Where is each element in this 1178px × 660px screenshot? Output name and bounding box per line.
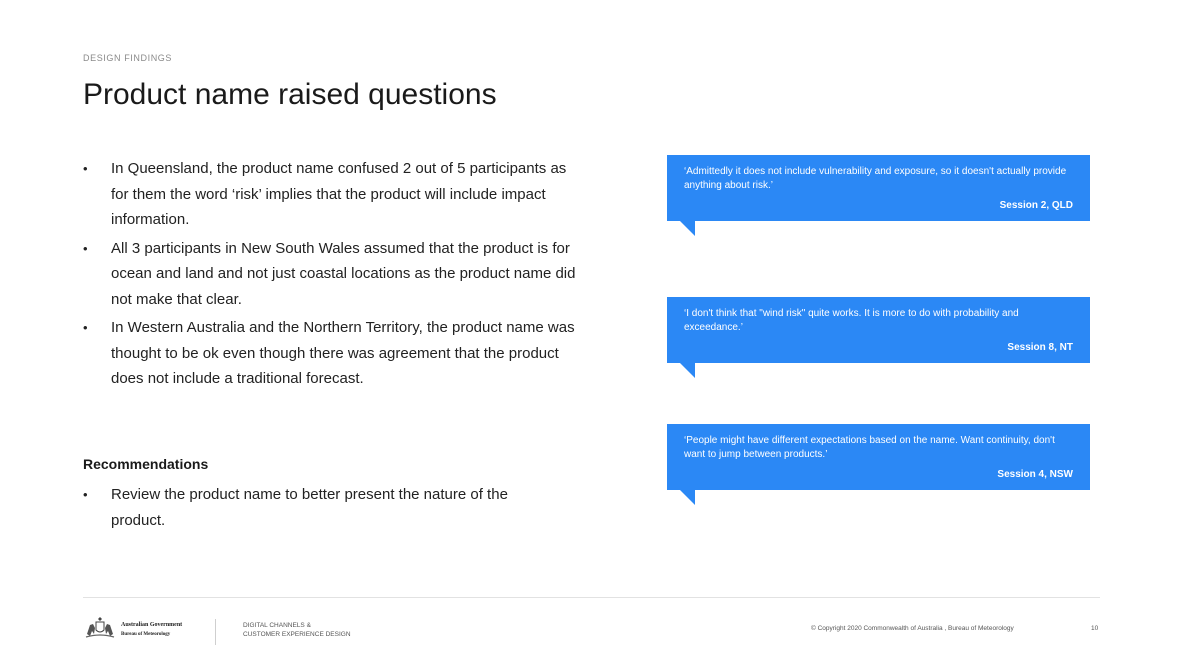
- quote-text: ‘People might have different expectations based on the name. Want continuity, don't want to jump between products.’: [684, 435, 1055, 460]
- speech-tail-icon: [680, 490, 695, 505]
- findings-list: [83, 156, 583, 395]
- bullet-icon: •: [83, 487, 88, 502]
- coat-of-arms-icon: [83, 616, 117, 640]
- finding-text: In Western Australia and the Northern Territory, the product name was thought to be ok even though there was agreement that the product does not include a traditional forecast.: [111, 319, 575, 387]
- footer-divider: [83, 597, 1100, 598]
- finding-text: In Queensland, the product name confused 2 out of 5 participants as for them the word ‘risk’ implies that the product will include impact information.: [111, 160, 567, 228]
- finding-item: [83, 236, 583, 313]
- quote-text: ‘I don't think that "wind risk" quite works. It is more to do with probability and exceedance.’: [684, 308, 1019, 333]
- finding-text: All 3 participants in New South Wales assumed that the product is for ocean and land and not just coastal locations as the product name did not make that clear.: [111, 239, 576, 308]
- bullet-icon: •: [83, 320, 88, 335]
- recommendations-list: [83, 482, 563, 536]
- quote-bubble: [667, 297, 1090, 363]
- finding-item: [83, 315, 583, 392]
- recommendation-item: [83, 482, 563, 533]
- dept-line: CUSTOMER EXPERIENCE DESIGN: [243, 631, 351, 638]
- finding-item: [83, 156, 583, 233]
- speech-tail-icon: [680, 221, 695, 236]
- gov-name: Australian Government: [121, 622, 183, 628]
- page-title: Product name raised questions: [83, 78, 497, 111]
- quote-text: ‘Admittedly it does not include vulnerability and exposure, so it doesn't actually provide anything about risk.’: [684, 166, 1067, 191]
- recommendations-heading: Recommendations: [83, 456, 209, 472]
- dept-line: DIGITAL CHANNELS &: [243, 622, 311, 629]
- quote-source: Session 2, QLD: [999, 200, 1073, 211]
- recommendation-text: Review the product name to better present the nature of the product.: [111, 486, 508, 529]
- bullet-icon: •: [83, 240, 88, 256]
- department-label: [243, 621, 351, 639]
- speech-tail-icon: [680, 363, 695, 378]
- quote-source: Session 4, NSW: [997, 469, 1073, 480]
- quote-bubble: [667, 424, 1090, 490]
- bullet-icon: •: [83, 161, 88, 176]
- quote-bubble: [667, 155, 1090, 221]
- page-number: 10: [1091, 625, 1099, 632]
- section-label: DESIGN FINDINGS: [83, 53, 173, 63]
- copyright: © Copyright 2020 Commonwealth of Australia , Bureau of Meteorology: [811, 625, 1014, 632]
- quote-source: Session 8, NT: [1007, 342, 1073, 353]
- footer-separator: [215, 619, 216, 645]
- gov-sub: Bureau of Meteorology: [121, 632, 171, 637]
